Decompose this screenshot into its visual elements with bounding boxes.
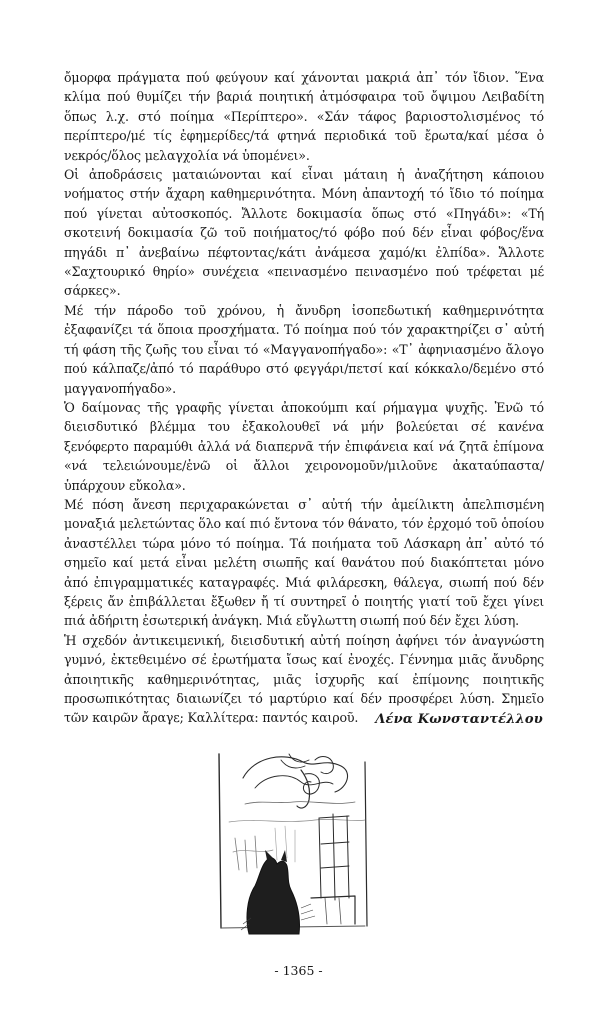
author-signature: Λένα Κωνσταντέλλου bbox=[375, 712, 543, 727]
paragraph: Ἡ σχεδόν ἀντικειμενική, διεισδυτική αὐτή ποίηση ἀφήνει τόν ἀναγνώστη γυμνό, ἐκτεθειμένο σέ ἐρωτήματα ἴσως καί ἐνοχές. Γέννημα μιᾶς ἄνυδρης ἀποιητικῆς καθημερινότητας, μιᾶς ἰσχυρῆς καί ἐπίμονης ποιητικῆς προσωπικότητας διαιωνίζει τό μαρτύριο καί δέν προσφέρει λύση. Σημεῖο τῶν καιρῶν ἄραγε; Καλλίτερα: παντός καιροῦ. bbox=[64, 632, 544, 726]
page-number: - 1365 - bbox=[274, 963, 323, 978]
article-body bbox=[64, 68, 544, 728]
paragraph: ὄμορφα πράγματα πού φεύγουν καί χάνονται μακριά ἀπ᾽ τόν ἴδιον. Ἕνα κλίμα πού θυμίζει τήν βαριά ποιητική ἀτμόσφαιρα τοῦ ὄψιμου Λειβαδίτη ὅπως λ.χ. στό ποίημα «Περίπτερο». «Σάν τάφος βαριοστολισμένος τό περίπτερο/μέ τίς ἐφημερίδες/τά φτηνά περιοδικά τοῦ ἔρωτα/καί μέσα ὁ νεκρός/ὅλος μελαγχολία νά ὑπομένει». bbox=[64, 70, 544, 163]
sketch-illustration-icon bbox=[215, 748, 377, 936]
paragraph: Οἱ ἀποδράσεις ματαιώνονται καί εἶναι μάταιη ἡ ἀναζήτηση κάποιου νοήματος στήν ἄχαρη καθημερινότητα. Μόνη ἀπαντοχή τό ἴδιο τό ποίημα πού γίνεται αὐτοσκοπός. Ἄλλοτε δοκιμασία ὅπως στό «Πηγάδι»: «Τή σκοτεινή δοκιμασία ζῶ τοῦ ποιήματος/τό φόβο πού δέν εἶναι φόβος/ἕνα πηγάδι π᾽ ἀνεβαίνω πέφτοντας/κάτι ἀνάμεσα χαμό/κι ἐλπίδα». Ἄλλοτε «Σαχτουρικό θηρίο» συνέχεια «πεινασμένο πεινασμένο πού τρέφεται μέ σάρκες». bbox=[64, 167, 544, 299]
paragraph: Μέ τήν πάροδο τοῦ χρόνου, ἡ ἄνυδρη ἰσοπεδωτική καθημερινότητα ἐξαφανίζει τά ὅποια προσχήματα. Τό ποίημα πού τόν χαρακτηρίζει σ᾽ αὐτή τή φάση τῆς ζωῆς του εἶναι τό «Μαγγανοπήγαδο»: «Τ᾽ ἀφηνιασμένο ἄλογο πού κάλπαζε/ἀπό τό παράθυρο στό φεγγάρι/πετσί καί κόκκαλο/δεμένο στό μαγγανοπήγαδο». bbox=[64, 302, 544, 396]
paragraph: Μέ πόση ἄνεση περιχαρακώνεται σ᾽ αὐτή τήν ἀμείλικτη ἀπελπισμένη μοναξιά μελετώντας ὅλο καί πιό ἔντονα τόν θάνατο, τόν ἐρχομό τοῦ ὁποίου ἀναστέλλει τώρα μόνο τό ποίημα. Τά ποιήματα τοῦ Λάσκαρη ἀπ᾽ αὐτό τό σημεῖο καί μετά εἶναι μελέτη σιωπῆς καί θανάτου πού διακόπτεται μόνο ἀπό ἐπιγραμματικές καταγραφές. Μιά φιλάρεσκη, θάλεγα, σιωπή πού δέν ξέρεις ἄν ἐπιβάλλεται ἔξωθεν ἤ τί συντηρεῖ ὁ ποιητής γιατί τοῦ ἔχει γίνει πιά ἀδήριτη ἐσωτερική ἀνάγκη. Μιά εὔγλωττη σιωπή πού δέν ἔχει λύση. bbox=[64, 496, 544, 629]
paragraph: Ὁ δαίμονας τῆς γραφῆς γίνεται ἀποκούμπι καί ρήμαγμα ψυχῆς. Ἐνῶ τό διεισδυτικό βλέμμα του ἐξακολουθεῖ νά μήν βολεύεται σέ κανένα ξενόφερτο παραμύθι ἀλλά νά διαπερνᾶ τήν ἐπιφάνεια καί νά ζητᾶ ἐπίμονα «νά τελειώνουμε/ἐνῶ οἱ ἄλλοι χειρονομοῦν/μιλοῦνε ἀκαταύπαστα/ὑπάρχουν εὔκολα». bbox=[64, 399, 544, 493]
